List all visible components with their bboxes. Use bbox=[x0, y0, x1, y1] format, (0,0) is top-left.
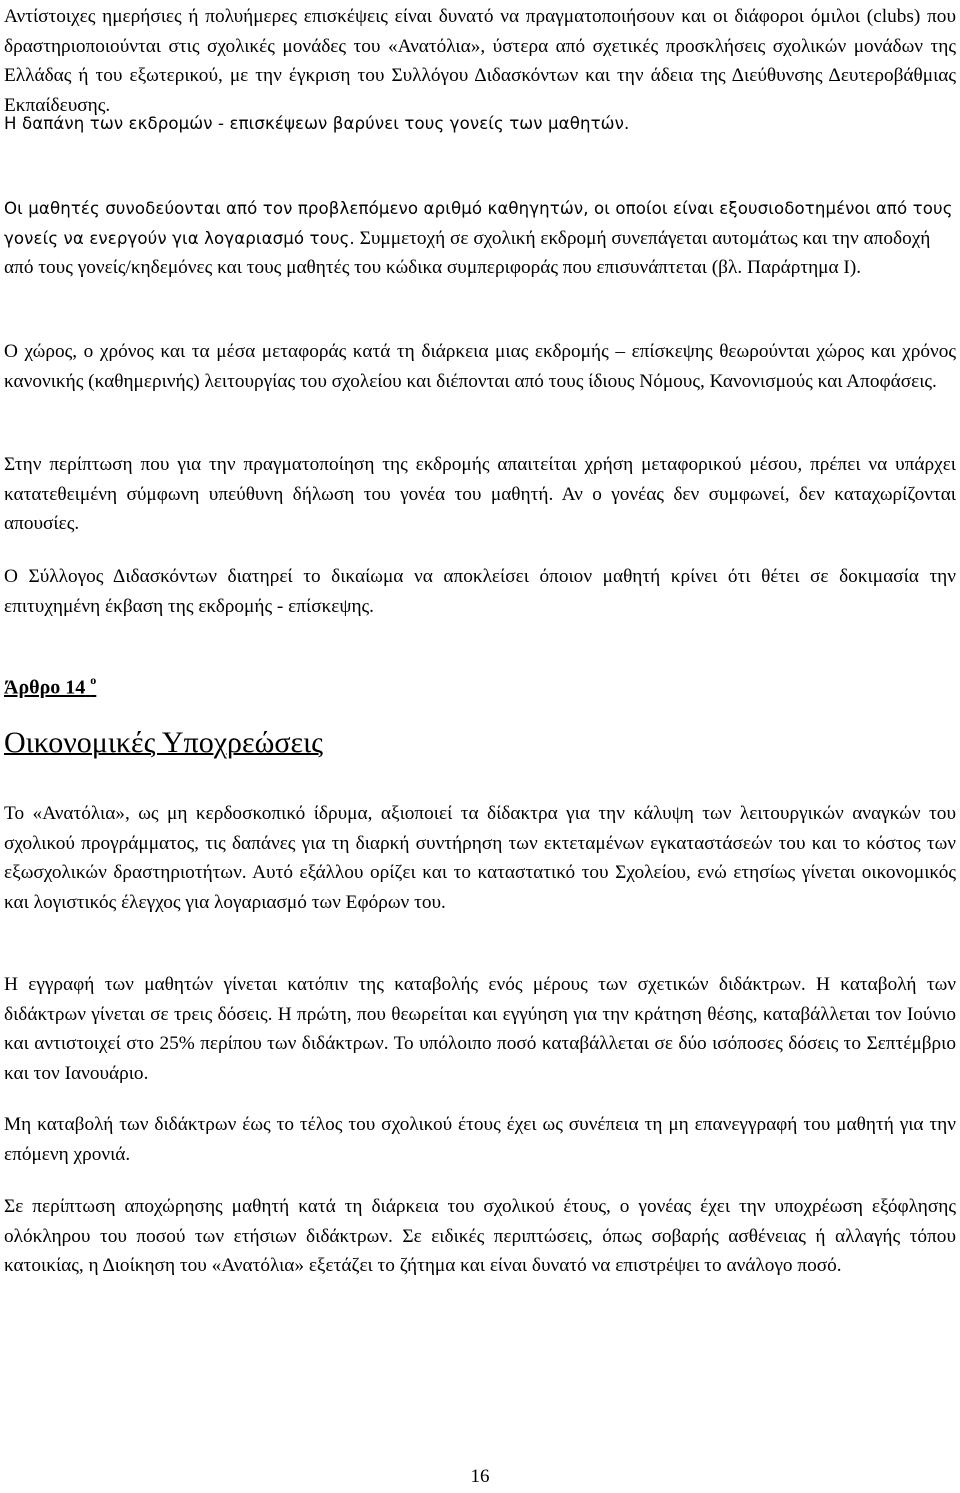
paragraph-trip-costs bbox=[4, 109, 956, 139]
paragraph-text-sans: Οι μαθητές συνοδεύονται από τον προβλεπόμενο αριθμό καθηγητών, οι οποίοι είναι εξουσιοδοτημένοι από τους γονείς να ενεργούν για λογαριασμό τους. bbox=[4, 199, 953, 248]
paragraph-club-visits bbox=[4, 2, 956, 120]
paragraph-text: Ο χώρος, ο χρόνος και τα μέσα μεταφοράς κατά τη διάρκεια μιας εκδρομής – επίσκεψης θεωρούνται χώρος και χρόνος κανονικής (καθημερινής) λειτουργίας του σχολείου και διέπονται από τους ίδιους Νόμους, Κανονισμούς και Αποφάσεις. bbox=[4, 341, 956, 392]
paragraph-tuition-installments bbox=[4, 970, 956, 1088]
article-heading bbox=[4, 675, 96, 700]
paragraph-tuition-purpose bbox=[4, 799, 956, 917]
paragraph-text: Στην περίπτωση που για την πραγματοποίηση της εκδρομής απαιτείται χρήση μεταφορικού μέσου, πρέπει να υπάρχει κατατεθειμένη σύμφωνη υπεύθυνη δήλωση του γονέα του μαθητή. Αν ο γονέας δεν συμφωνεί, δεν καταχωρίζονται απουσίες. bbox=[4, 454, 956, 534]
paragraph-chaperones bbox=[4, 194, 956, 283]
paragraph-text: Το «Ανατόλια», ως μη κερδοσκοπικό ίδρυμα, αξιοποιεί τα δίδακτρα για την κάλυψη των λειτουργικών αναγκών του σχολικού προγράμματος, τις δαπάνες για τη διαρκή συντήρηση των εκτεταμένων εγκαταστάσεών του και το κόστος των εξωσχολικών δραστηριοτήτων. Αυτό εξάλλου ορίζει και το καταστατικό του Σχολείου, ενώ ετησίως γίνεται οικονομικός και λογιστικός έλεγχος για λογαριασμό των Εφόρων του. bbox=[4, 803, 956, 913]
paragraph-text: Ο Σύλλογος Διδασκόντων διατηρεί το δικαίωμα να αποκλείσει όποιον μαθητή κρίνει ότι θέτει σε δοκιμασία την επιτυχημένη έκβαση της εκδρομής - επίσκεψης. bbox=[4, 566, 956, 617]
paragraph-text: Αντίστοιχες ημερήσιες ή πολυήμερες επισκέψεις είναι δυνατό να πραγματοποιήσουν και οι διάφοροι όμιλοι (clubs) που δραστηριοποιούνται στις σχολικές μονάδες του «Ανατόλια», ύστερα από σχετικές προσκλήσεις σχολικών μονάδων της Ελλάδας ή του εξωτερικού, με την έγκριση του Συλλόγου Διδασκόντων και την άδεια της Διεύθυνσης Δευτεροβάθμιας Εκπαίδευσης. bbox=[4, 6, 956, 116]
paragraph-text: Σε περίπτωση αποχώρησης μαθητή κατά τη διάρκεια του σχολικού έτους, ο γονέας έχει την υποχρέωση εξόφλησης ολόκληρου του ποσού των ετήσιων διδάκτρων. Σε ειδικές περιπτώσεις, όπως σοβαρής ασθένειας ή αλλαγής τόπου κατοικίας, η Διοίκηση του «Ανατόλια» εξετάζει το ζήτημα και είναι δυνατό να επιστρέψει το ανάλογο ποσό. bbox=[4, 1196, 956, 1276]
paragraph-text: Η εγγραφή των μαθητών γίνεται κατόπιν της καταβολής ενός μέρους των σχετικών διδάκτρων. Η καταβολή των διδάκτρων γίνεται σε τρεις δόσεις. Η πρώτη, που θεωρείται και εγγύηση για την κράτηση θέσης, καταβάλλεται τον Ιούνιο και αντιστοιχεί στο 25% περίπου των διδάκτρων. Το υπόλοιπο ποσό καταβάλλεται σε δύο ισόποσες δόσεις το Σεπτέμβριο και τον Ιανουάριο. bbox=[4, 974, 956, 1084]
article-superscript: ο bbox=[90, 673, 97, 687]
paragraph-exclusion-right bbox=[4, 562, 956, 621]
page-number: 16 bbox=[470, 1466, 490, 1487]
paragraph-text-serif: Συμμετοχή σε σχολική εκδρομή συνεπάγεται αυτομάτως και την αποδοχή από τους γονείς/κηδεμόνες και τους μαθητές του κώδικα συμπεριφοράς που επισυνάπτεται (βλ. Παράρτημα Ι). bbox=[4, 227, 931, 278]
article-heading-text: Άρθρο 14 bbox=[4, 676, 86, 699]
section-heading-text: Οικονομικές Υποχρεώσεις bbox=[4, 726, 324, 759]
paragraph-non-payment bbox=[4, 1110, 956, 1169]
paragraph-text: Η δαπάνη των εκδρομών - επισκέψεων βαρύνει τους γονείς των μαθητών. bbox=[4, 114, 630, 133]
paragraph-text: Μη καταβολή των διδάκτρων έως το τέλος του σχολικού έτους έχει ως συνέπεια τη μη επανεγγραφή του μαθητή για την επόμενη χρονιά. bbox=[4, 1114, 956, 1165]
paragraph-withdrawal bbox=[4, 1192, 956, 1281]
section-heading bbox=[4, 726, 323, 760]
paragraph-trip-time-space bbox=[4, 337, 956, 396]
paragraph-transport-consent bbox=[4, 450, 956, 539]
